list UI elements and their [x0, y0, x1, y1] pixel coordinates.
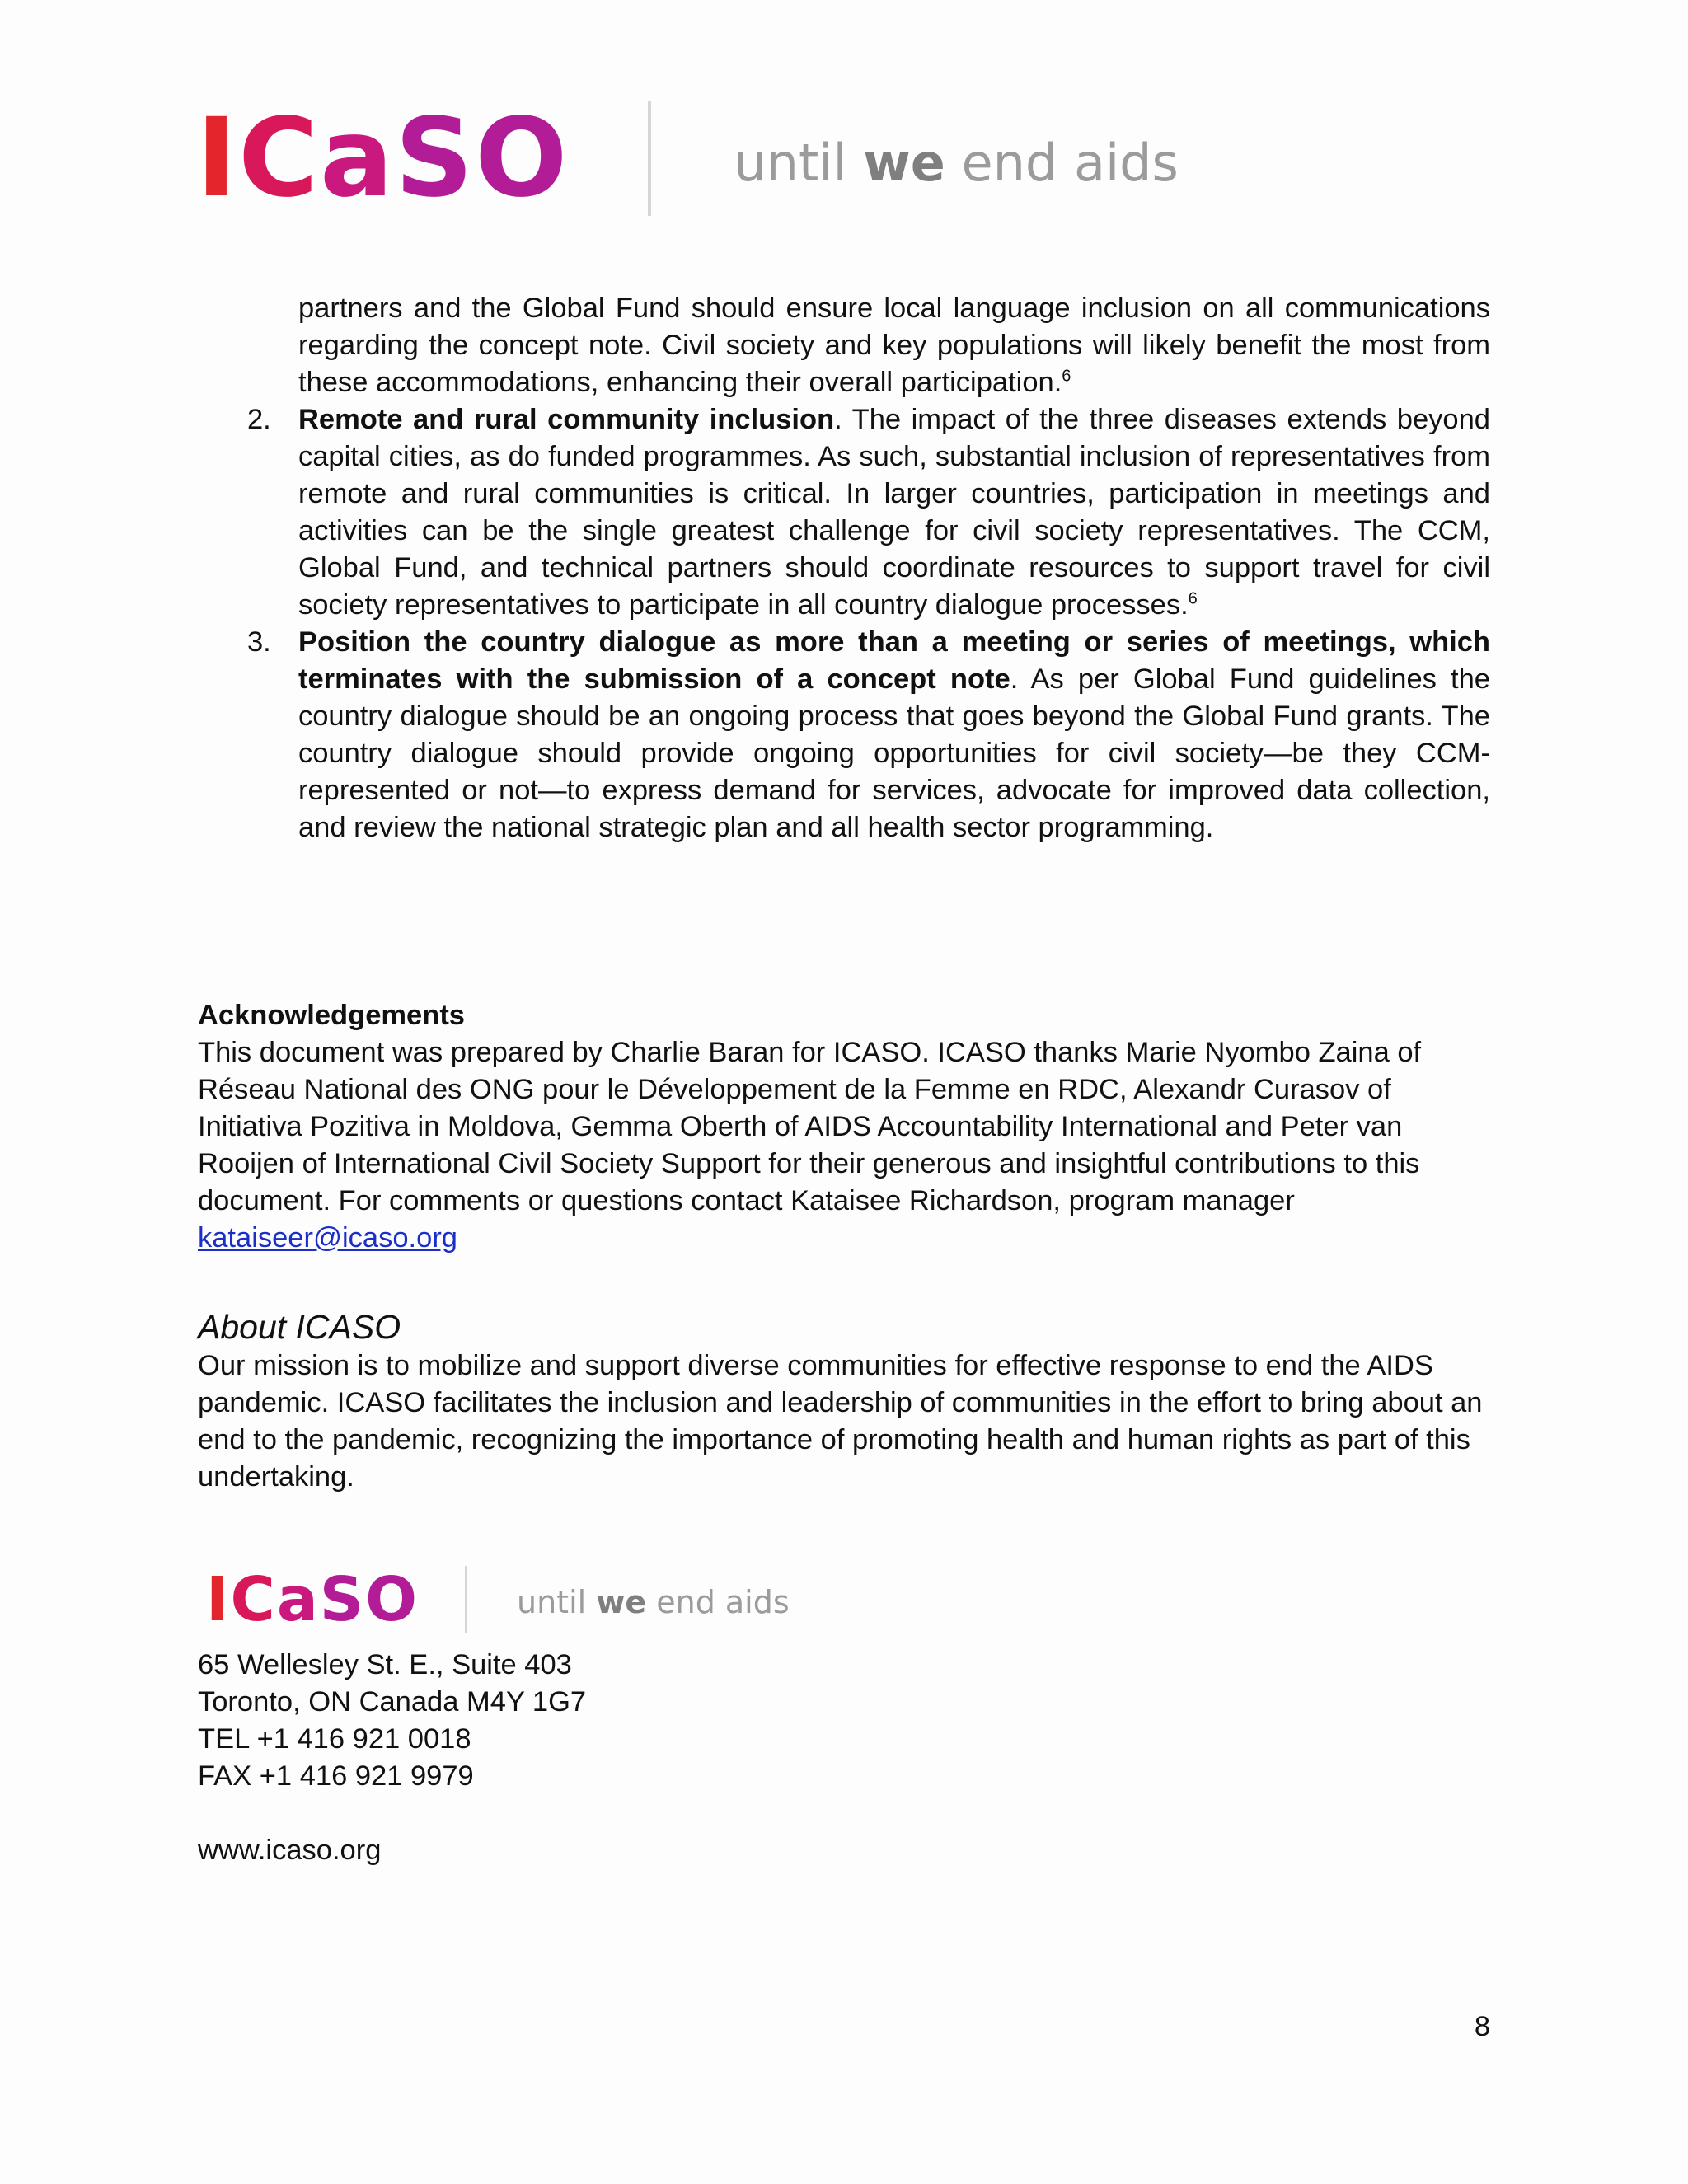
logo-divider: [648, 101, 651, 216]
list-item-1-continuation: partners and the Global Fund should ensure local language inclusion on all communications regarding the concept note. Civil society and key populations will likely benefit the most from these accommodations, enhancing their overall participation.$^6$: [298, 293, 1490, 398]
logo-letter: a: [320, 95, 396, 222]
list-item-title: Remote and rural community inclusion: [298, 404, 835, 435]
header-logo: [196, 95, 1179, 222]
website-link[interactable]: www.icaso.org: [198, 1835, 382, 1866]
acknowledgements-heading: Acknowledgements: [198, 1000, 465, 1031]
contact-email-link[interactable]: kataiseer@icaso.org: [198, 1222, 457, 1254]
list-item-title: Position the country dialogue as more than a meeting or series of meetings, which terminates with the submission of a concept note: [298, 626, 1490, 695]
list-item-3: 3. Position the country dialogue as more than a meeting or series of meetings, which terminates with the submission of a concept note. As per Global Fund guidelines the country dialogue should be an ongoing process that goes beyond the Global Fund grants. The country dialogue should provide ongoing opportunities for civil society—be they CCM-represented or not—to express demand for services, advocate for improved data collection, and review the national strategic plan and all health sector programming.: [247, 624, 1490, 846]
recommendations-list: [247, 290, 1490, 846]
logo-letter: a: [276, 1564, 320, 1635]
logo-tagline: until we end aids: [734, 132, 1179, 193]
list-item-2: 2. Remote and rural community inclusion. The impact of the three diseases extends beyond capital cities, as do funded programmes. As such, substantial inclusion of representatives from remote and rural communities is critical. In larger countries, participation in meetings and activities can be the single greatest challenge for civil society representatives. The CCM, Global Fund, and technical partners should coordinate resources to support travel for civil society representatives to participate in all country dialogue processes.$^6$: [247, 401, 1490, 624]
list-number: 2.: [247, 404, 271, 435]
about-heading: About ICASO: [198, 1308, 401, 1346]
about-section: [198, 1306, 1500, 1496]
footnote-ref: 6: [1188, 589, 1198, 608]
about-text: Our mission is to mobilize and support diverse communities for effective response to end the AIDS pandemic. ICASO facilitates the inclusion and leadership of communities in the effort to bring about an end to the pandemic, recognizing the importance of promoting health and human rights as part of this undertaking.: [198, 1350, 1483, 1493]
fax: FAX +1 416 921 9979: [198, 1760, 474, 1792]
address-line: 65 Wellesley St. E., Suite 403: [198, 1649, 572, 1680]
logo-letter: C: [230, 1564, 277, 1635]
footnote-ref: 6: [1062, 367, 1071, 386]
icaso-logo-wordmark: [206, 1564, 419, 1635]
acknowledgements-text: This document was prepared by Charlie Baran for ICASO. ICASO thanks Marie Nyombo Zaina of Réseau National des ONG pour le Développement de la Femme en RDC, Alexandr Curasov of Initiativa Pozitiva in Moldova, Gemma Oberth of AIDS Accountability International and Peter van Rooijen of International Civil Society Support for their generous and insightful contributions to this document. For comments or questions contact Kataisee Richardson, program manager kataiseer@icaso.org: [198, 1037, 1422, 1254]
logo-letter: SO: [395, 95, 570, 222]
logo-letter: SO: [319, 1564, 419, 1635]
contact-block: [198, 1647, 1500, 1869]
telephone: TEL +1 416 921 0018: [198, 1723, 471, 1755]
logo-divider: [465, 1566, 467, 1633]
page-number: 8: [1474, 2011, 1490, 2042]
address-line: Toronto, ON Canada M4Y 1G7: [198, 1686, 587, 1718]
logo-letter: I: [206, 1564, 231, 1635]
icaso-logo-wordmark: [196, 95, 570, 222]
acknowledgements-section: [198, 997, 1500, 1257]
logo-tagline: until we end aids: [517, 1584, 790, 1620]
spacer: [198, 1795, 1500, 1832]
footer-logo: [206, 1566, 790, 1633]
list-number: 3.: [247, 626, 271, 658]
logo-letter: I: [196, 95, 239, 222]
logo-letter: C: [238, 95, 320, 222]
